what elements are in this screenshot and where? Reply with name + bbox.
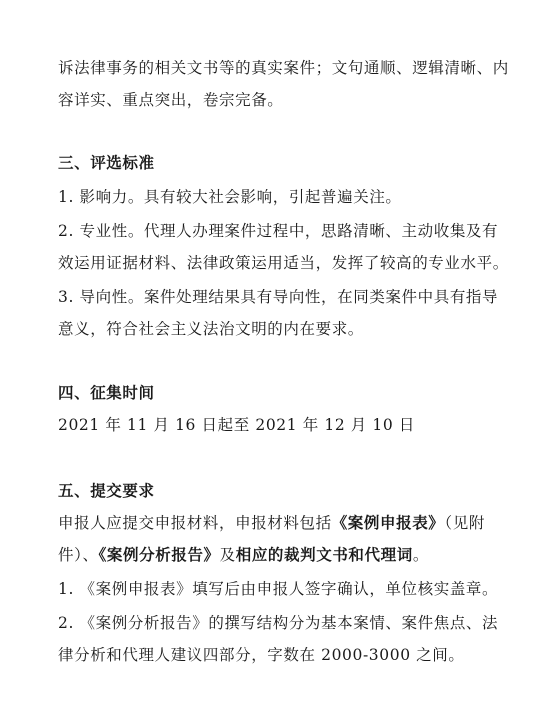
submission-text: 申报人应提交申报材料，申报材料包括 <box>58 514 332 532</box>
submission-text: （见附 <box>444 514 485 532</box>
submission-paragraph-line-1 <box>58 513 498 533</box>
section-4-heading: 四、征集时间 <box>58 383 155 402</box>
application-form-title: 《案例申报表》 <box>331 513 445 532</box>
submission-text: 。 <box>412 546 429 564</box>
requirement-item-1: 1. 《案例申报表》填写后由申报人签字确认，单位核实盖章。 <box>58 580 499 598</box>
collection-period: 2021 年 11 月 16 日起至 2021 年 12 月 10 日 <box>58 416 415 434</box>
intro-line-2: 容详实、重点突出，卷宗完备。 <box>58 91 284 109</box>
criteria-item-2-line-1: 2. 专业性。代理人办理案件过程中，思路清晰、主动收集及有 <box>58 222 499 240</box>
intro-line-1: 诉法律事务的相关文书等的真实案件；文句通顺、逻辑清晰、内 <box>58 59 509 77</box>
criteria-item-3-line-2: 意义，符合社会主义法治文明的内在要求。 <box>58 320 364 338</box>
analysis-report-title: 《案例分析报告》 <box>98 545 220 564</box>
criteria-item-2-line-2: 效运用证据材料、法律政策运用适当，发挥了较高的专业水平。 <box>58 254 509 272</box>
judgment-documents-text: 相应的裁判文书和代理词 <box>235 545 413 564</box>
submission-text: 件）、 <box>58 546 99 564</box>
section-3-heading: 三、评选标准 <box>58 153 155 172</box>
requirement-item-2-line-1: 2. 《案例分析报告》的撰写结构分为基本案情、案件焦点、法 <box>58 614 499 632</box>
requirement-item-2-line-2: 律分析和代理人建议四部分，字数在 2000-3000 之间。 <box>58 646 465 664</box>
section-5-heading: 五、提交要求 <box>58 481 155 500</box>
criteria-item-1: 1. 影响力。具有较大社会影响，引起普遍关注。 <box>58 188 402 206</box>
criteria-item-3-line-1: 3. 导向性。案件处理结果具有导向性，在同类案件中具有指导 <box>58 288 499 306</box>
submission-paragraph-line-2 <box>58 545 498 565</box>
submission-text: 及 <box>219 546 236 564</box>
